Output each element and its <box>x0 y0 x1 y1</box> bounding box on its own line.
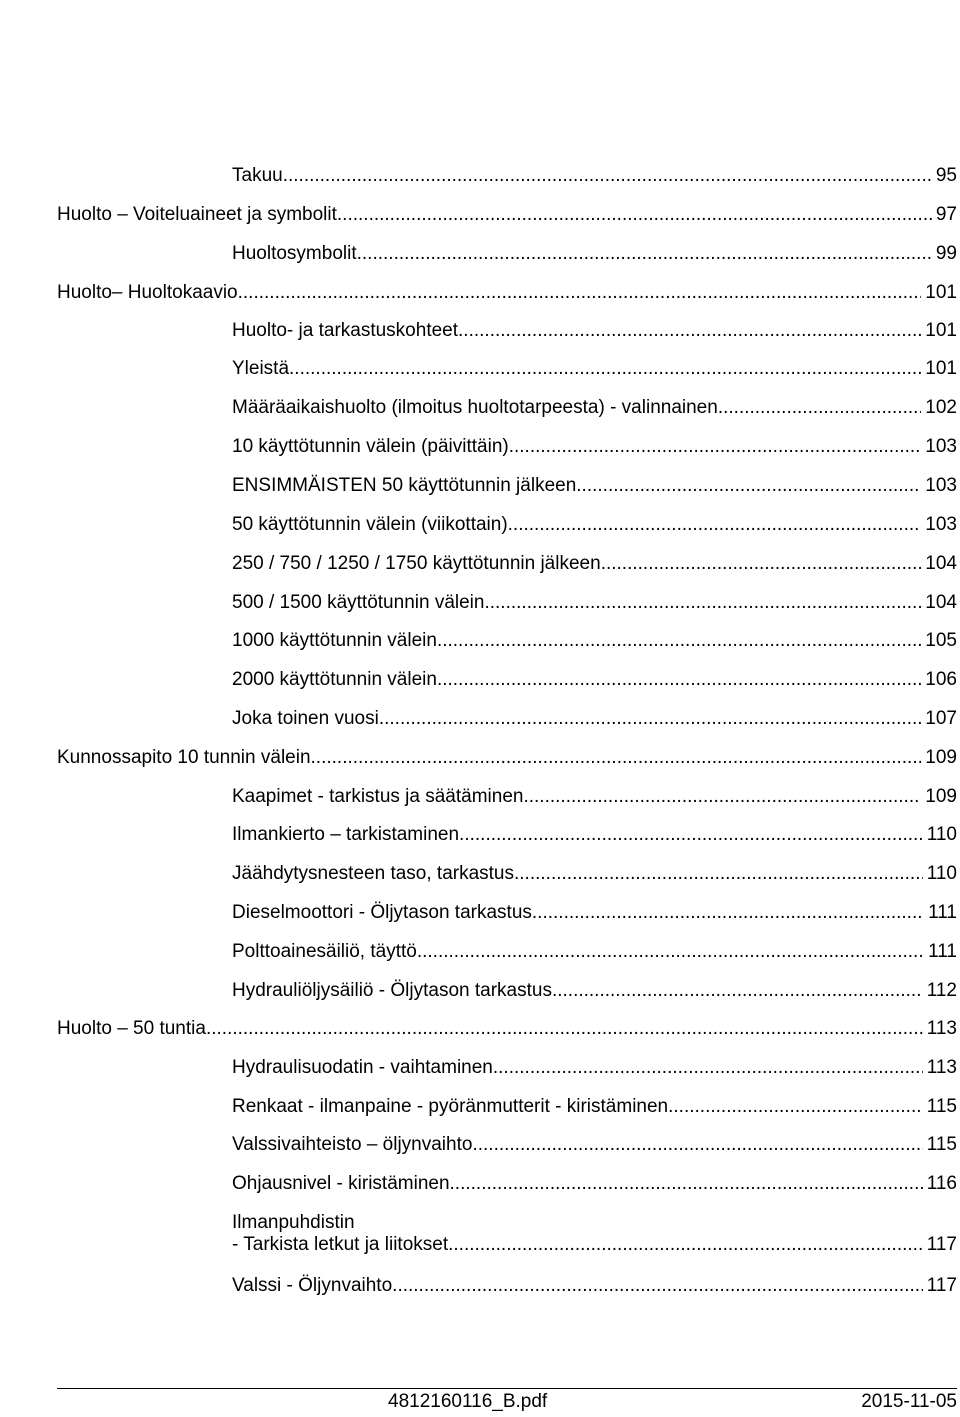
toc-entry-title: Kunnossapito 10 tunnin välein <box>57 747 311 768</box>
dot-leader <box>450 1173 923 1195</box>
dot-leader <box>283 165 932 187</box>
dot-leader <box>337 204 932 226</box>
dot-leader <box>514 863 923 885</box>
toc-entry <box>57 204 957 226</box>
toc-entry <box>232 553 957 575</box>
toc-entry <box>232 243 957 265</box>
toc-entry-page: 103 <box>925 514 957 535</box>
footer-divider <box>57 1388 957 1389</box>
dot-leader <box>493 1057 923 1079</box>
toc-entry-title: Ohjausnivel - kiristäminen <box>232 1173 450 1194</box>
dot-leader <box>523 786 921 808</box>
toc-entry-page: 117 <box>926 1275 957 1296</box>
dot-leader <box>458 320 921 342</box>
toc-entry <box>232 669 957 691</box>
toc-entry-page: 99 <box>935 243 957 264</box>
toc-entry <box>232 824 957 846</box>
toc-entry <box>57 1018 957 1040</box>
toc-entry-page: 109 <box>925 786 957 807</box>
toc-entry-page: 101 <box>925 320 957 341</box>
dot-leader <box>484 592 921 614</box>
toc-entry-page: 112 <box>926 980 957 1001</box>
toc-entry-page: 110 <box>926 863 957 884</box>
toc-entry-title: Määräaikaishuolto (ilmoitus huoltotarpeesta) - valinnainen <box>232 397 718 418</box>
toc-entry-page: 116 <box>926 1173 957 1194</box>
toc-entry-title: Kaapimet - tarkistus ja säätäminen <box>232 786 524 807</box>
dot-leader <box>508 514 922 536</box>
toc-entry-page: 104 <box>925 553 957 574</box>
toc-entry-title: Hydraulisuodatin - vaihtaminen <box>232 1057 493 1078</box>
toc-entry-page: 117 <box>926 1234 957 1255</box>
toc-entry <box>232 1275 957 1297</box>
dot-leader <box>509 436 922 458</box>
toc-entry <box>57 282 957 304</box>
toc-entry-page: 101 <box>925 282 957 303</box>
toc-entry-title <box>232 1212 453 1256</box>
toc-entry-title: Joka toinen vuosi <box>232 708 379 729</box>
toc-entry-page: 111 <box>928 941 957 962</box>
toc-entry-title: Huolto– Huoltokaavio <box>57 282 238 303</box>
toc-entry <box>232 358 957 380</box>
toc-entry-title: 500 / 1500 käyttötunnin välein <box>232 592 485 613</box>
toc-entry <box>232 1173 957 1195</box>
toc-entry-title: Hydrauliöljysäiliö - Öljytason tarkastus <box>232 980 552 1001</box>
toc-entry <box>232 1134 957 1156</box>
toc-entry-title: 50 käyttötunnin välein (viikottain) <box>232 514 508 535</box>
toc-entry <box>232 592 957 614</box>
footer-date: 2015-11-05 <box>861 1391 957 1412</box>
toc-entry-title: 2000 käyttötunnin välein <box>232 669 437 690</box>
toc-entry-title: 10 käyttötunnin välein (päivittäin) <box>232 436 509 457</box>
dot-leader <box>576 475 921 497</box>
dot-leader <box>379 708 921 730</box>
dot-leader <box>238 282 922 304</box>
dot-leader <box>718 397 921 419</box>
toc-entry-title: Huoltosymbolit. <box>232 243 362 264</box>
dot-leader <box>206 1018 923 1040</box>
toc-entry <box>232 863 957 885</box>
toc-entry <box>232 980 957 1002</box>
toc-entry-title: Takuu <box>232 165 283 186</box>
toc-entry <box>232 902 957 924</box>
toc-entry-title-line1: Ilmanpuhdistin <box>232 1212 355 1233</box>
toc-entry <box>232 1212 957 1256</box>
toc-entry-page: 103 <box>925 475 957 496</box>
toc-entry-title: Jäähdytysnesteen taso, tarkastus <box>232 863 514 884</box>
footer-filename: 4812160116_B.pdf <box>388 1391 548 1412</box>
dot-leader <box>552 980 923 1002</box>
toc-entry-title-line2: - Tarkista letkut ja liitokset. <box>232 1234 454 1255</box>
toc-entry-page: 113 <box>926 1057 957 1078</box>
toc-entry-title: 1000 käyttötunnin välein <box>232 630 437 651</box>
toc-entry-title: Huolto – 50 tuntia <box>57 1018 206 1039</box>
toc-entry-title: Yleistä <box>232 358 290 379</box>
toc-entry <box>232 1096 957 1118</box>
toc-entry <box>232 708 957 730</box>
dot-leader <box>459 824 923 846</box>
dot-leader <box>362 243 932 265</box>
dot-leader <box>437 669 921 691</box>
toc-entry-title: Valssivaihteisto – öljynvaihto <box>232 1134 473 1155</box>
toc-entry-title: ENSIMMÄISTEN 50 käyttötunnin jälkeen <box>232 475 577 496</box>
toc-entry-title: 250 / 750 / 1250 / 1750 käyttötunnin jälkeen <box>232 553 601 574</box>
toc-entry <box>232 397 957 419</box>
toc-entry <box>232 630 957 652</box>
dot-leader <box>601 553 922 575</box>
dot-leader <box>453 1234 922 1256</box>
toc-entry-page: 97 <box>935 204 957 225</box>
toc-entry <box>232 165 957 187</box>
toc-entry-page: 115 <box>926 1096 957 1117</box>
toc-entry-title: Huolto- ja tarkastuskohteet <box>232 320 459 341</box>
toc-entry-page: 113 <box>926 1018 957 1039</box>
toc-entry-page: 102 <box>925 397 957 418</box>
toc-entry-page: 95 <box>935 165 957 186</box>
toc-entry-page: 110 <box>926 824 957 845</box>
dot-leader <box>417 941 924 963</box>
toc-entry-page: 106 <box>925 669 957 690</box>
toc-entry-title: Valssi - Öljynvaihto. <box>232 1275 398 1296</box>
dot-leader <box>311 747 922 769</box>
toc-entry <box>232 475 957 497</box>
toc-entry-page: 107 <box>925 708 957 729</box>
toc-entry <box>232 786 957 808</box>
toc-entry-page: 109 <box>925 747 957 768</box>
dot-leader <box>668 1096 923 1118</box>
toc-entry-title: Ilmankierto – tarkistaminen <box>232 824 460 845</box>
dot-leader <box>532 902 924 924</box>
toc-entry <box>232 436 957 458</box>
dot-leader <box>397 1275 922 1297</box>
dot-leader <box>289 358 921 380</box>
toc-entry-page: 111 <box>928 902 957 923</box>
toc-entry <box>232 1057 957 1079</box>
toc-entry-title: Polttoainesäiliö, täyttö <box>232 941 417 962</box>
toc-entry-page: 103 <box>925 436 957 457</box>
toc-entry <box>232 514 957 536</box>
toc-entry-title: Dieselmoottori - Öljytason tarkastus <box>232 902 532 923</box>
toc-entry-page: 115 <box>926 1134 957 1155</box>
dot-leader <box>472 1134 922 1156</box>
toc-entry-page: 104 <box>925 592 957 613</box>
toc-entry-page: 101 <box>925 358 957 379</box>
dot-leader <box>437 630 921 652</box>
toc-entry-title: Renkaat - ilmanpaine - pyöränmutterit - kiristäminen <box>232 1096 669 1117</box>
toc-entry <box>232 320 957 342</box>
toc-entry <box>232 941 957 963</box>
toc-entry-page: 105 <box>925 630 957 651</box>
toc-entry <box>57 747 957 769</box>
toc-entry-title: Huolto – Voiteluaineet ja symbolit <box>57 204 337 225</box>
